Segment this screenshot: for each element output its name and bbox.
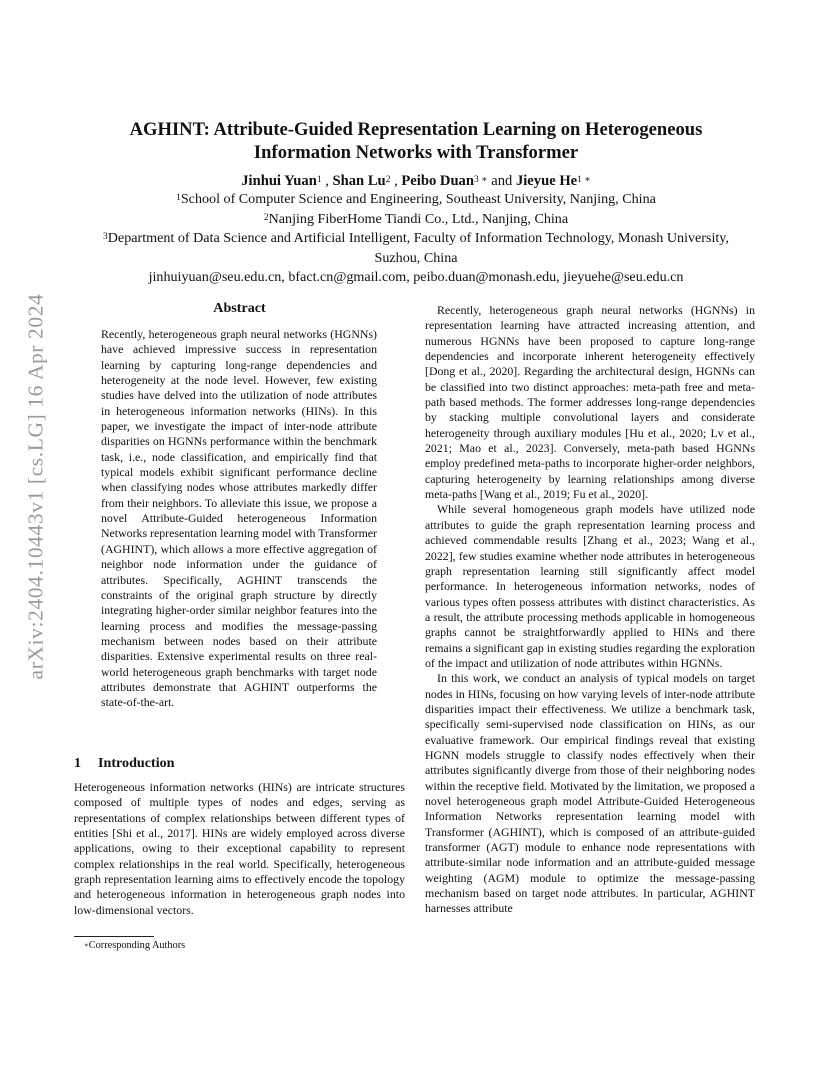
abstract-heading: Abstract (213, 300, 266, 316)
intro-paragraph: Heterogeneous information networks (HINs) are intricate structures composed of multiple types of nodes and edges, serving as representations of complex relationships between different types of entities [Shi et al., 2017]. HINs are widely employed across diverse applications, owing to their exceptional capability to represent complex relationships in the real world. Specifically, heterogeneous graph representation learning aims to effectively encode the topology and heterogeneous information in heterogeneous graph nodes into low-dimensional vectors. (74, 780, 405, 917)
author-conjunction: and (491, 173, 513, 189)
paper-title (80, 118, 752, 164)
author-name: Jinhui Yuan (241, 173, 317, 189)
section-title: Introduction (98, 755, 175, 771)
affiliation-line (80, 210, 752, 230)
author-affiliation-mark: 1 (316, 175, 322, 185)
author-name: Peibo Duan (401, 173, 474, 189)
section-number: 1 (74, 755, 82, 771)
affiliation-mark: 1 (176, 193, 181, 203)
affiliation-list (80, 190, 752, 288)
affiliation-text: School of Computer Science and Engineering, Southeast University, Nanjing, China (180, 191, 656, 207)
footnote-text: Corresponding Authors (88, 940, 186, 951)
footnote (84, 939, 185, 952)
author-affiliation-mark: 1 ∗ (577, 175, 591, 185)
affiliation-text: Nanjing FiberHome Tiandi Co., Ltd., Nanjing, China (268, 210, 569, 227)
author-affiliation-mark: 2 (385, 175, 391, 185)
arxiv-identifier-text: arXiv:2404.10443v1 [cs.LG] 16 Apr 2024 (23, 293, 48, 679)
author-list: Jinhui Yuan$^1$ , Shan Lu$^2$ , Peibo Duan$^{3 ∗}$ and Jieyue $He^{1 ∗}$ (241, 173, 591, 189)
intro-paragraph: Recently, heterogeneous graph neural networks (HGNNs) in representation learning have attracted increasing attention, and numerous HGNNs have been proposed to capture long-range dependencies and incorporate inherent heterogeneity effectively [Dong et al., 2020]. Regarding the architectural design, HGNNs can be classified into two distinct approaches: meta-path free and meta-path based methods. The former addresses long-range dependencies by stacking multiple convolutional layers and considerate heterogeneity through auxiliary modules [Hu et al., 2020; Lv et al., 2021; Mao et al., 2023]. Conversely, meta-path based HGNNs employ predefined meta-paths to incorporate higher-order neighbors, capturing heterogeneity by learning relationships among diverse meta-paths [Wang et al., 2019; Fu et al., 2020]. (425, 303, 755, 502)
intro-right-column (425, 303, 755, 917)
arxiv-identifier-stamp (24, 261, 48, 711)
title-line-1: AGHINT: Attribute-Guided Representation Learning on Heterogeneous (129, 119, 703, 140)
footnote-divider (74, 936, 154, 937)
intro-paragraph: In this work, we conduct an analysis of typical models on target nodes in HINs, focusing on how varying levels of inter-node attribute disparities impact their effectiveness. We utilize a benchmark task, specifically semi-supervised node classification on HINs, as our evaluative framework. Our empirical findings reveal that existing HGNN models struggle to classify nodes effectively when their attributes significantly diverge from those of their neighboring nodes within the receptive field. Motivated by the limitation, we proposed a novel heterogeneous graph model Attribute-Guided Heterogeneous Information Networks representation learning model with Transformer (AGHINT), which is composed of an attribute-guided transformer (AGT) module to enhance node representations with attribute-similar node information and an attribute-guided message weighting (AGM) module to optimize the message-passing mechanism based on target node attributes. In particular, AGHINT harnesses attribute (425, 671, 755, 916)
author-emails: jinhuiyuan@seu.edu.cn, bfact.cn@gmail.com, peibo.duan@monash.edu, jieyuehe@seu.edu.cn (148, 269, 684, 286)
title-line-2: Information Networks with Transformer (253, 142, 579, 163)
section-heading-introduction (74, 755, 405, 772)
author-affiliation-mark: 3 ∗ (473, 175, 488, 185)
intro-left-column (74, 780, 405, 918)
author-name: Jieyue He (515, 173, 578, 189)
abstract-text: Recently, heterogeneous graph neural networks (HGNNs) have achieved impressive success in representation learning by capturing long-range dependencies and heterogeneity at the node level. However, few existing studies have delved into the utilization of node attributes in heterogeneous information networks (HINs). In this paper, we investigate the impact of inter-node attribute disparities on HGNNs performance within the benchmark task, i.e., node classification, and empirically find that typical models exhibit significant performance decline when classifying nodes whose attributes markedly differ from their neighbors. To alleviate this issue, we propose a novel Attribute-Guided heterogeneous Information Networks representation learning model with Transformer (AGHINT), which allows a more effective aggregation of neighbor node information under the guidance of attributes. Specifically, AGHINT transcends the constraints of the original graph structure by directly integrating higher-order similar neighbor features into the learning process and modifies the message-passing mechanism between nodes based on their attribute disparities. Extensive experimental results on three real-world heterogeneous graph benchmarks with target node attributes demonstrate that AGHINT outperforms the state-of-the-art. (101, 327, 377, 710)
abstract-body (101, 327, 377, 711)
affiliation-text: Department of Data Science and Artificial Intelligent, Faculty of Information Technology, Monash University, Suzhou, China (107, 230, 729, 266)
affiliation-mark: 2 (263, 212, 269, 223)
affiliation-line (80, 229, 752, 268)
author-name: Shan Lu (332, 173, 386, 189)
affiliation-line (80, 190, 752, 210)
affiliation-mark: 3 (103, 232, 108, 243)
intro-paragraph: While several homogeneous graph models have utilized node attributes to guide the graph representation learning process and achieved commendable results [Zhang et al., 2023; Wang et al., 2022], few studies examine whether node attributes in heterogeneous graph representation learning still significantly affect model performance. In heterogeneous information networks, nodes of various types often possess attributes with distinct characteristics. As a result, the attribute processing methods applicable in homogeneous graphs cannot be straightforwardly applied to HINs and there remains a significant gap in existing studies regarding the exploration of the impact and utilization of node attributes within HGNNs. (425, 502, 755, 670)
footnote-mark: ∗ (84, 941, 89, 949)
